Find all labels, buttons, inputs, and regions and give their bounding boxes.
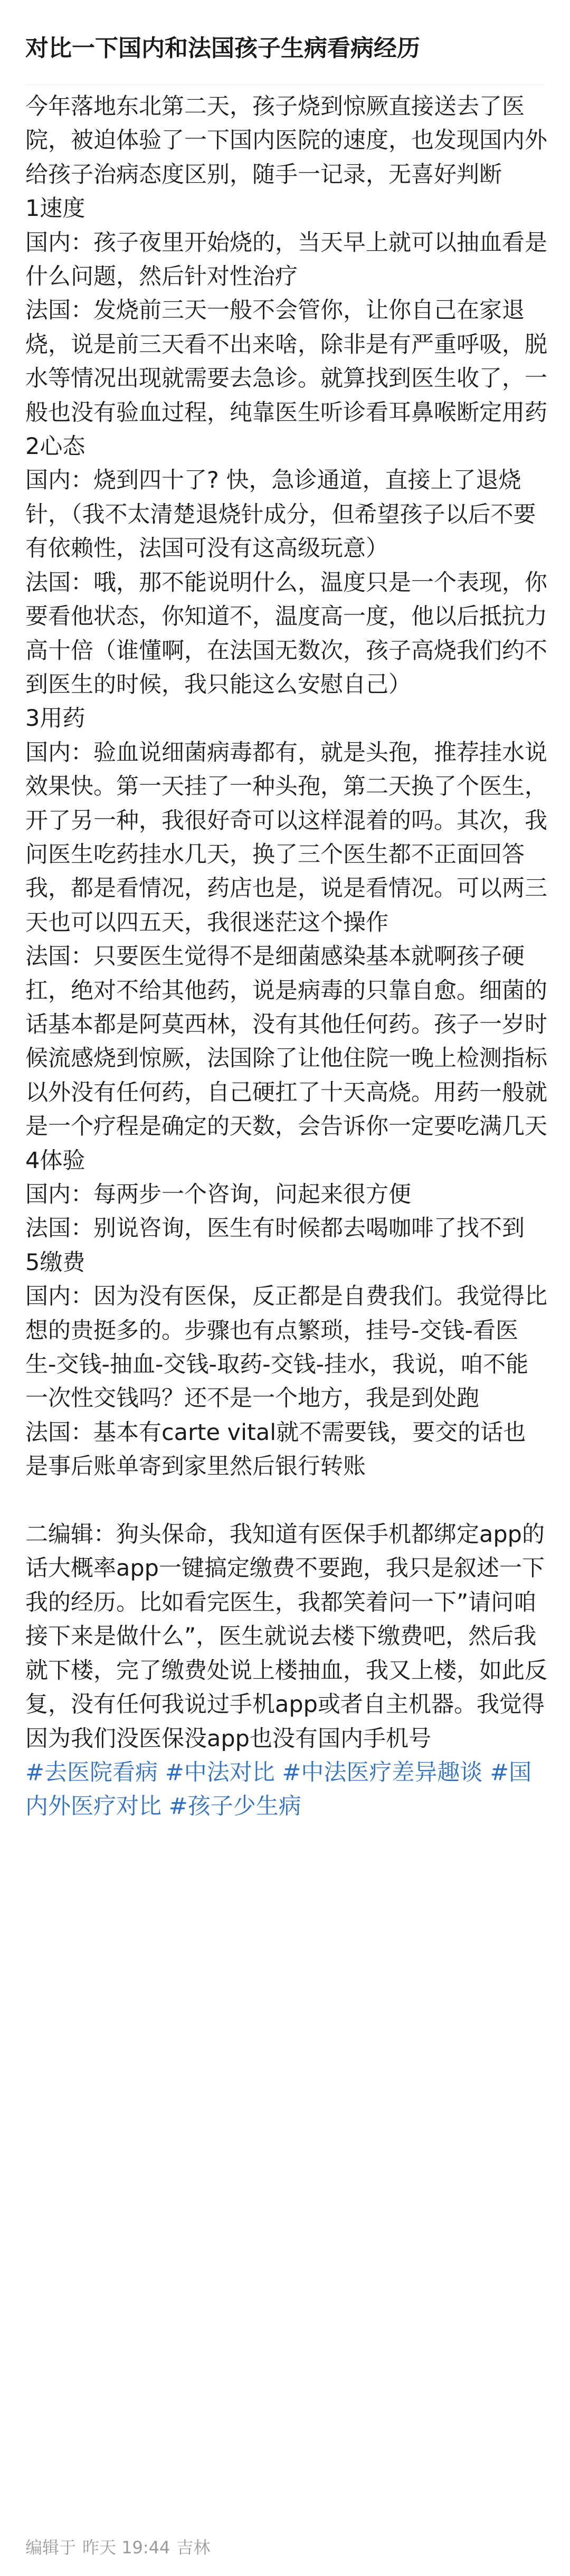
edited-label: 编辑于 — [25, 2537, 77, 2558]
medication-france-paragraph: 法国：只要医生觉得不是细菌感染基本就啊孩子硬扛，绝对不给其他药，说是病毒的只靠自愈。细菌的话基本都是阿莫西林，没有其他任何药。孩子一岁时候流感烧到惊厥，法国除了让他住院一晚上检测指标以外没有任何药，自己硬扛了十天高烧。用药一般就是一个疗程是确定的天数，会告诉你一定要吃满几天 — [25, 943, 547, 1140]
experience-france-paragraph: 法国：别说咨询，医生有时候都去喝咖啡了找不到 — [25, 1215, 525, 1242]
hashtag-link[interactable]: #孩子少生病 — [168, 1793, 301, 1820]
hashtag-list — [25, 1756, 548, 1824]
ip-location: 吉林 — [176, 2537, 211, 2558]
attitude-france-paragraph: 法国：哦，那不能说明什么，温度只是一个表现，你要看他状态，你知道不，温度高一度，他以后抵抗力高十倍（谁懂啊，在法国无数次，孩子高烧我们约不到医生的时候，我只能这么安慰自己） — [25, 569, 547, 698]
post-meta — [25, 2536, 548, 2559]
section-heading-experience: 4体验 — [25, 1147, 86, 1174]
section-heading-speed: 1速度 — [25, 195, 86, 222]
title-divider — [25, 84, 545, 85]
blank-line — [25, 1484, 548, 1518]
edited-time: 昨天 19:44 — [82, 2537, 170, 2558]
medication-domestic-paragraph: 国内：验血说细菌病毒都有，就是头孢，推荐挂水说效果快。第一天挂了一种头孢，第二天换了个医生，开了另一种，我很好奇可以这样混着的吗。其次，我问医生吃药挂水几天，换了三个医生都不正面回答我，都是看情况，药店也是，说是看情况。可以两三天也可以四五天，我很迷茫这个操作 — [25, 739, 547, 936]
edit-note-paragraph: 二编辑：狗头保命，我知道有医保手机都绑定app的话大概率app一键搞定缴费不要跑，我只是叙述一下我的经历。比如看完医生，我都笑着问一下”请问咱接下来是做什么”，医生就说去楼下缴费吧，然后我就下楼，完了缴费处说上楼抽血，我又上楼，如此反复，没有任何我说过手机app或者自主机器。我觉得因为我们没医保没app也没有国内手机号 — [25, 1521, 547, 1752]
intro-paragraph: 今年落地东北第二天，孩子烧到惊厥直接送去了医院，被迫体验了一下国内医院的速度，也发现国内外给孩子治病态度区别，随手一记录，无喜好判断 — [25, 93, 547, 188]
hashtag-link[interactable]: #去医院看病 — [25, 1759, 158, 1786]
section-heading-payment: 5缴费 — [25, 1249, 86, 1276]
post-body — [25, 90, 548, 1824]
speed-domestic-paragraph: 国内：孩子夜里开始烧的，当天早上就可以抽血看是什么问题，然后针对性治疗 — [25, 229, 547, 290]
post-title: 对比一下国内和法国孩子生病看病经历 — [25, 35, 420, 62]
speed-france-paragraph: 法国：发烧前三天一般不会管你，让你自己在家退烧，说是前三天看不出来啥，除非是有严重呼吸，脱水等情况出现就需要去急诊。就算找到医生收了，一般也没有验血过程，纯靠医生听诊看耳鼻喉断定用药 — [25, 297, 547, 426]
payment-domestic-paragraph: 国内：因为没有医保，反正都是自费我们。我觉得比想的贵挺多的。步骤也有点繁琐，挂号-交钱-看医生-交钱-抽血-交钱-取药-交钱-挂水，我说，咱不能一次性交钱吗？还不是一个地方，我是到处跑 — [25, 1283, 547, 1412]
attitude-domestic-paragraph: 国内：烧到四十了? 快，急诊通道，直接上了退烧针，（我不太清楚退烧针成分，但希望孩子以后不要有依赖性，法国可没有这高级玩意） — [25, 467, 536, 562]
experience-domestic-paragraph: 国内：每两步一个咨询，问起来很方便 — [25, 1181, 411, 1208]
hashtag-link[interactable]: #中法医疗差异趣谈 — [282, 1759, 483, 1786]
payment-france-paragraph: 法国：基本有carte vital就不需要钱，要交的话也是事后账单寄到家里然后银行转账 — [25, 1419, 526, 1480]
hashtag-link[interactable]: #国内外医疗对比 — [25, 1759, 532, 1820]
section-heading-attitude: 2心态 — [25, 433, 86, 460]
hashtag-link[interactable]: #中法对比 — [165, 1759, 275, 1786]
section-heading-medication: 3用药 — [25, 705, 86, 732]
